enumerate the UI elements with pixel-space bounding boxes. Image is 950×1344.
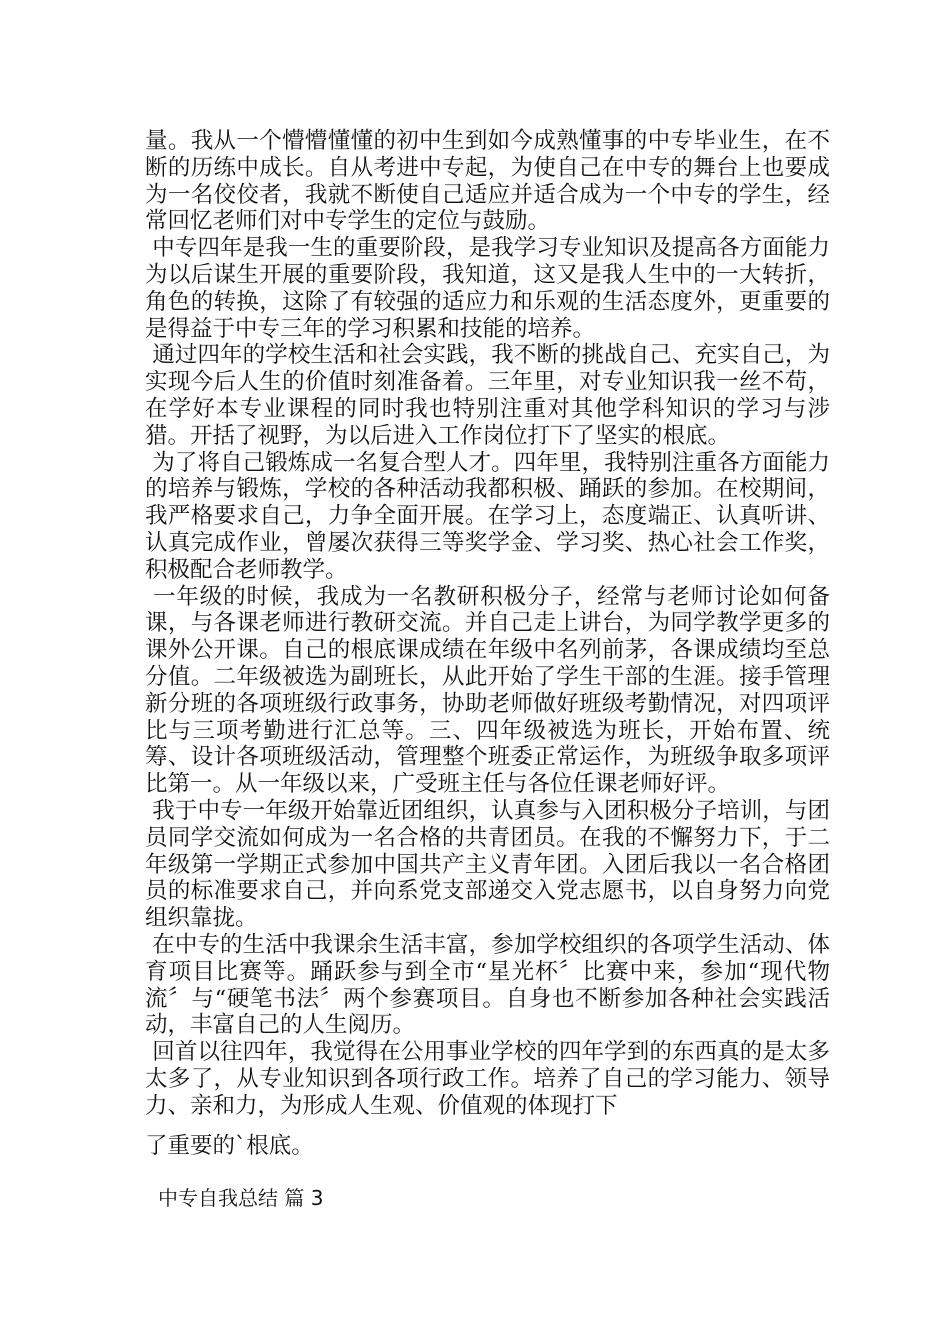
section-heading: 中专自我总结 篇 3	[158, 1186, 324, 1210]
paragraph-2: 中专四年是我一生的重要阶段，是我学习专业知识及提高各方面能力为以后谋生开展的重要阶段，我知道，这又是我人生中的一大转折，角色的转换，这除了有较强的适应力和乐观的生活态度外，更重要的是得益于中专三年的学习积累和技能的培养。	[145, 235, 830, 342]
document-body	[145, 128, 830, 1159]
paragraph-8: 回首以往四年，我觉得在公用事业学校的四年学到的东西真的是太多太多了，从专业知识到各项行政工作。培养了自己的学习能力、领导力、亲和力，为形成人生观、价值观的体现打下	[145, 1039, 830, 1119]
paragraph-3: 通过四年的学校生活和社会实践，我不断的挑战自己、充实自己，为实现今后人生的价值时刻准备着。三年里，对专业知识我一丝不苟，在学好本专业课程的同时我也特别注重对其他学科知识的学习与涉猎。开括了视野，为以后进入工作岗位打下了坚实的根底。	[145, 342, 830, 449]
paragraph-5: 一年级的时候，我成为一名教研积极分子，经常与老师讨论如何备课，与各课老师进行教研交流。并自己走上讲台，为同学教学更多的课外公开课。自己的根底课成绩在年级中名列前茅，各课成绩均至总分值。二年级被选为副班长，从此开始了学生干部的生涯。接手管理新分班的各项班级行政事务，协助老师做好班级考勤情况，对四项评比与三项考勤进行汇总等。三、四年级被选为班长，开始布置、统筹、设计各项班级活动，管理整个班委正常运作，为班级争取多项评比第一。从一年级以来，广受班主任与各位任课老师好评。	[145, 583, 830, 798]
paragraph-7: 在中专的生活中我课余生活丰富，参加学校组织的各项学生活动、体育项目比赛等。踊跃参与到全市“星光杯〞比赛中来，参加“现代物流〞与“硬笔书法〞两个参赛项目。自身也不断参加各种社会实践活动，丰富自己的人生阅历。	[145, 931, 830, 1039]
paragraph-4: 为了将自己锻炼成一名复合型人才。四年里，我特别注重各方面能力的培养与锻炼，学校的各种活动我都积极、踊跃的参加。在校期间，我严格要求自己，力争全面开展。在学习上，态度端正、认真听讲、认真完成作业，曾屡次获得三等奖学金、学习奖、热心社会工作奖，积极配合老师教学。	[145, 449, 830, 583]
closing-line: 了重要的`根底。	[145, 1133, 314, 1160]
paragraph-6: 我于中专一年级开始靠近团组织，认真参与入团积极分子培训，与团员同学交流如何成为一名合格的共青团员。在我的不懈努力下，于二年级第一学期正式参加中国共产主义青年团。入团后我以一名合格团员的标准要求自己，并向系党支部递交入党志愿书，以自身努力向党组织靠拢。	[145, 797, 830, 932]
paragraph-1: 量。我从一个懵懵懂懂的初中生到如今成熟懂事的中专毕业生，在不断的历练中成长。自从考进中专起，为使自己在中专的舞台上也要成为一名佼佼者，我就不断使自己适应并适合成为一个中专的学生，经常回忆老师们对中专学生的定位与鼓励。	[145, 128, 830, 235]
